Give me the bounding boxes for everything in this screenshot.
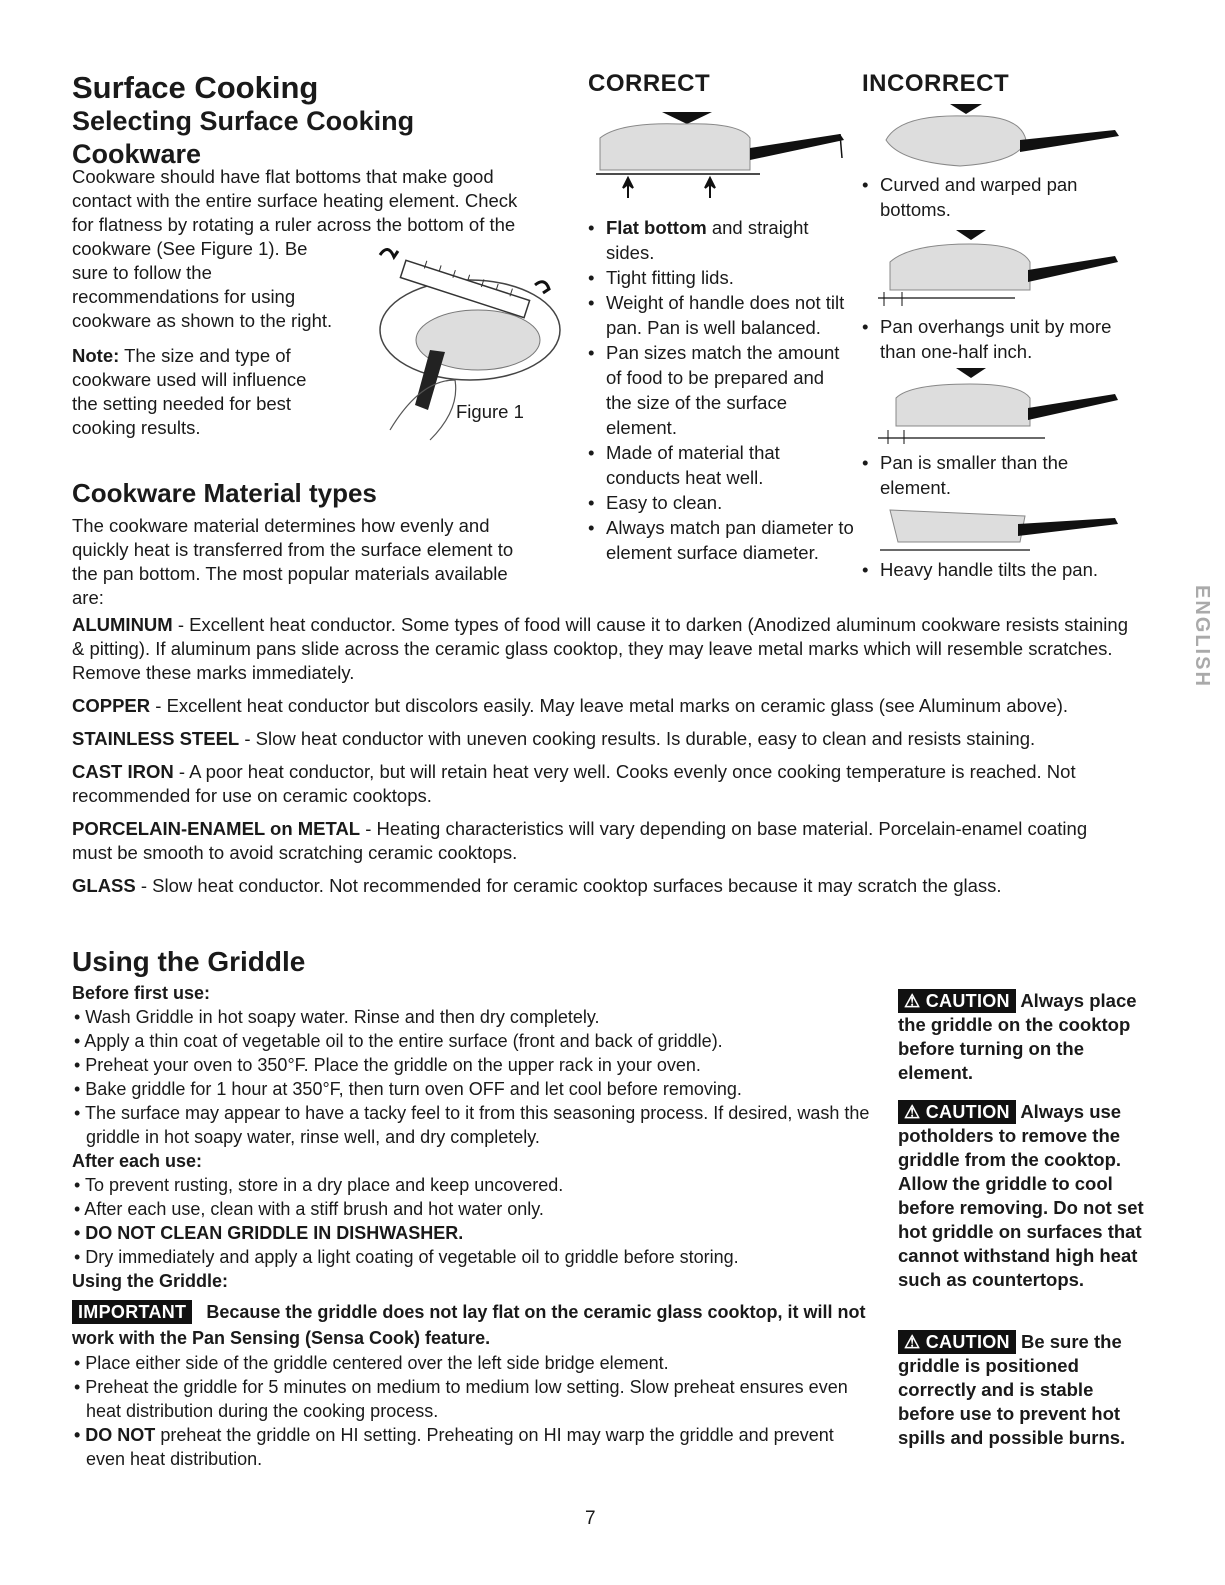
note-line: the setting needed for best	[72, 393, 292, 414]
intro-line: contact with the entire surface heating element. Check	[72, 190, 518, 211]
list-item	[584, 215, 854, 265]
note-line: cookware used will influence	[72, 369, 307, 390]
overhang-pan-illustration	[870, 230, 1130, 310]
caution-1	[898, 989, 1148, 1085]
list-item: • Place either side of the griddle centered over the left side bridge element.	[74, 1353, 669, 1373]
materials-heading: Cookware Material types	[72, 478, 377, 508]
list-item: • After each use, clean with a stiff brush and hot water only.	[74, 1199, 544, 1219]
warning-triangle-icon: ⚠	[904, 1102, 921, 1122]
incorrect-list-3	[858, 450, 1128, 500]
caution-text: Be sure the griddle is positioned correctly and is stable before use to prevent hot spills and possible burns.	[898, 1331, 1126, 1448]
griddle-heading: Using the Griddle	[72, 946, 306, 977]
list-item: • Pan overhangs unit by more than one-half inch.	[858, 314, 1128, 364]
material-text: - Slow heat conductor with uneven cooking results. Is durable, easy to clean and resists staining.	[239, 728, 1036, 749]
using-griddle-heading: Using the Griddle:	[72, 1271, 229, 1291]
materials-intro	[72, 514, 572, 610]
note-label: Note:	[72, 345, 120, 366]
warning-triangle-icon: ⚠	[904, 1332, 921, 1352]
caution-badge	[898, 1100, 1016, 1124]
incorrect-list-2	[858, 314, 1128, 364]
list-item: • The surface may appear to have a tacky feel to it from this seasoning process. If desired, wash the griddle in hot soapy water, rinse well, and dry completely.	[74, 1103, 870, 1147]
figure-1-label: Figure 1	[456, 401, 524, 422]
important-notice	[72, 1299, 872, 1351]
warning-triangle-icon: ⚠	[904, 991, 921, 1011]
caution-badge-label: CAUTION	[925, 1102, 1010, 1122]
correct-item-bold: Flat bottom	[606, 217, 707, 238]
caution-badge-label: CAUTION	[925, 991, 1010, 1011]
caution-text: Always use potholders to remove the griddle from the cooktop. Allow the griddle to cool before removing. Do not set hot griddle on surfaces that cannot withstand high heat such as countertops.	[898, 1101, 1144, 1290]
list-item	[72, 1423, 872, 1471]
material-text: - Excellent heat conductor but discolors easily. May leave metal marks on ceramic glass (see Aluminum above).	[150, 695, 1068, 716]
list-item: • DO NOT CLEAN GRIDDLE IN DISHWASHER.	[74, 1223, 464, 1243]
do-not-label: • DO NOT	[74, 1425, 156, 1445]
intro-line: sure to follow the	[72, 262, 212, 283]
list-item: • Weight of handle does not tilt pan. Pan is well balanced.	[584, 290, 854, 340]
intro-line: for flatness by rotating a ruler across the bottom of the	[72, 214, 516, 235]
material-text: - A poor heat conductor, but will retain heat very well. Cooks evenly once cooking temperature is reached. Not recommended for use on ceramic cooktops.	[72, 761, 1076, 806]
warped-pan-illustration	[870, 100, 1130, 170]
material-porcelain	[72, 817, 1132, 865]
materials-intro-line: the pan bottom. The most popular materials available	[72, 563, 508, 584]
list-item: • Preheat the griddle for 5 minutes on medium to medium low setting. Slow preheat ensures even heat distribution during the cooking process.	[74, 1377, 848, 1421]
material-text: - Slow heat conductor. Not recommended for ceramic cooktop surfaces because it may scratch the glass.	[135, 875, 1002, 896]
note-line: cooking results.	[72, 417, 201, 438]
list-item: • Heavy handle tilts the pan.	[858, 557, 1128, 582]
list-item: • Pan sizes match the amount of food to be prepared and the size of the surface element.	[584, 340, 854, 440]
material-label: GLASS	[72, 875, 136, 896]
important-badge: IMPORTANT	[72, 1300, 192, 1324]
material-label: COPPER	[72, 695, 151, 716]
incorrect-list-1	[858, 172, 1118, 222]
list-item: • Easy to clean.	[584, 490, 854, 515]
material-copper	[72, 694, 1132, 718]
griddle-section	[72, 981, 872, 1471]
caution-2	[898, 1100, 1148, 1292]
intro-line: Cookware should have flat bottoms that make good	[72, 166, 494, 187]
material-text: - Heating characteristics will vary depending on base material. Porcelain-enamel coating must be smooth to avoid scratching ceramic cooktops.	[72, 818, 1088, 863]
intro-line: recommendations for using	[72, 286, 296, 307]
section-subtitle: Cookware	[72, 139, 202, 169]
intro-line: cookware as shown to the right.	[72, 310, 333, 331]
list-item: • To prevent rusting, store in a dry place and keep uncovered.	[74, 1175, 564, 1195]
list-item-text: preheat the griddle on HI setting. Preheating on HI may warp the griddle and prevent even heat distribution.	[86, 1425, 834, 1469]
list-item: • Made of material that conducts heat well.	[584, 440, 854, 490]
materials-list	[72, 613, 1132, 907]
list-item: • Apply a thin coat of vegetable oil to the entire surface (front and back of griddle).	[74, 1031, 723, 1051]
material-aluminum	[72, 613, 1132, 685]
correct-pan-illustration	[590, 108, 860, 208]
material-label: CAST IRON	[72, 761, 174, 782]
section-title: Selecting Surface Cooking	[72, 106, 415, 136]
before-use-heading: Before first use:	[72, 983, 211, 1003]
language-side-mark: ENGLISH	[1191, 585, 1213, 688]
caution-text: Always place the griddle on the cooktop before turning on the element.	[898, 990, 1137, 1083]
correct-list	[584, 215, 854, 565]
materials-intro-line: are:	[72, 587, 104, 608]
correct-heading: CORRECT	[588, 70, 711, 97]
small-pan-illustration	[870, 368, 1130, 448]
after-use-heading: After each use:	[72, 1151, 203, 1171]
list-item: • Curved and warped pan bottoms.	[858, 172, 1118, 222]
intro-line: cookware (See Figure 1). Be	[72, 238, 308, 259]
list-item: • Bake griddle for 1 hour at 350°F, then turn oven OFF and let cool before removing.	[74, 1079, 742, 1099]
caution-badge	[898, 989, 1016, 1013]
important-text: Because the griddle does not lay flat on the ceramic glass cooktop, it will not work with the Pan Sensing (Sensa Cook) feature.	[72, 1302, 866, 1348]
incorrect-list-4	[858, 557, 1128, 582]
material-cast-iron	[72, 760, 1132, 808]
material-label: STAINLESS STEEL	[72, 728, 240, 749]
materials-intro-line: quickly heat is transferred from the surface element to	[72, 539, 514, 560]
tilted-pan-illustration	[870, 500, 1130, 555]
page-number: 7	[585, 1508, 596, 1529]
material-label: ALUMINUM	[72, 614, 173, 635]
material-text: - Excellent heat conductor. Some types of food will cause it to darken (Anodized aluminum cookware resists staining & pitting). If aluminum pans slide across the ceramic glass cooktop, they may leave metal marks which will resemble scratches. Remove these marks immediately.	[72, 614, 1128, 683]
incorrect-heading: INCORRECT	[862, 70, 1010, 97]
caution-3	[898, 1330, 1148, 1450]
correct-item-text: and straight sides.	[606, 217, 809, 263]
material-glass	[72, 874, 1132, 898]
material-label: PORCELAIN-ENAMEL on METAL	[72, 818, 361, 839]
page-title: Surface Cooking	[72, 70, 319, 105]
list-item: • Always match pan diameter to element surface diameter.	[584, 515, 854, 565]
list-item: • Tight fitting lids.	[584, 265, 854, 290]
materials-intro-line: The cookware material determines how evenly and	[72, 515, 490, 536]
caution-badge	[898, 1330, 1016, 1354]
material-stainless	[72, 727, 1132, 751]
list-item: • Dry immediately and apply a light coating of vegetable oil to griddle before storing.	[74, 1247, 739, 1267]
list-item: • Preheat your oven to 350°F. Place the griddle on the upper rack in your oven.	[74, 1055, 701, 1075]
list-item: • Pan is smaller than the element.	[858, 450, 1128, 500]
note-text: The size and type of	[119, 345, 291, 366]
list-item: • Wash Griddle in hot soapy water. Rinse and then dry completely.	[74, 1007, 600, 1027]
caution-badge-label: CAUTION	[925, 1332, 1010, 1352]
